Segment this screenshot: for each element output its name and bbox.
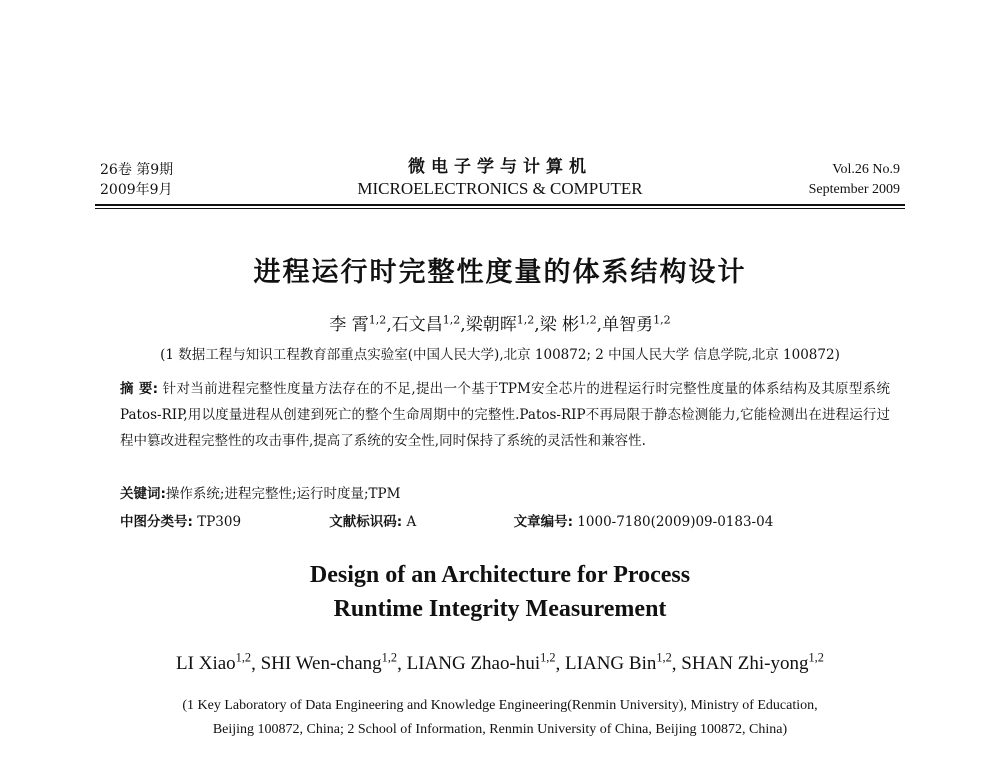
volume-en: Vol.26 No.9 <box>832 162 900 177</box>
affiliation-cn: (1 数据工程与知识工程教育部重点实验室(中国人民大学),北京 100872; 2 中国人民大学 信息学院,北京 100872) <box>160 347 840 363</box>
clc-number: 中图分类号: TP309 <box>120 514 242 530</box>
author-en: LIANG Zhao-hui$^{1,2}$ <box>406 651 556 675</box>
abstract-text: 针对当前进程完整性度量方法存在的不足,提出一个基于TPM安全芯片的进程运行时完整性度量的体系结构及其原型系统Patos-RIP,用以度量进程从创建到死亡的整个生命周期中的完整性.Patos-RIP不再局限于静态检测能力,它能检测出在进程运行过程中篡改进程完整性的攻击事件,提高了系统的安全性,同时保持了系统的灵活性和兼容性. <box>120 381 890 449</box>
authors-cn: 李 霄$^{1,2}$,石文昌$^{1,2}$,梁朝晖$^{1,2}$,梁 彬$^{1,2}$,单智勇$^{1,2}$ <box>329 313 671 335</box>
paper-title-en <box>100 558 900 626</box>
author-en: SHI Wen-chang$^{1,2}$ <box>260 651 398 675</box>
header-issue-en <box>809 160 900 200</box>
volume-cn: 26卷 第9期 <box>100 162 174 178</box>
author-cn: 梁朝晖$^{1,2}$ <box>465 313 535 335</box>
affiliation-en <box>100 694 900 742</box>
date-cn: 2009年9月 <box>100 182 173 198</box>
journal-header <box>300 156 700 200</box>
keywords-text: 操作系统;进程完整性;运行时度量;TPM <box>165 486 401 502</box>
abstract-cn <box>120 376 890 454</box>
article-number: 文章编号: 1000-7180(2009)09-0183-04 <box>513 514 774 530</box>
journal-name-cn: 微电子学与计算机 <box>408 157 592 177</box>
classification-line <box>120 510 900 530</box>
authors-en: LI Xiao$^{1,2}$, SHI Wen-chang$^{1,2}$, LIANG Zhao-hui$^{1,2}$, LIANG Bin$^{1,2}$, SHAN Zhi-yong$^{1,2}$ <box>176 651 824 675</box>
title-en-line2: Runtime Integrity Measurement <box>333 596 667 622</box>
paper-title-cn: 进程运行时完整性度量的体系结构设计 <box>253 257 747 288</box>
header-rule-thin <box>95 208 905 209</box>
author-cn: 单智勇$^{1,2}$ <box>602 313 671 335</box>
author-cn: 梁 彬$^{1,2}$ <box>539 313 597 335</box>
abstract-label: 摘 要: <box>120 381 159 397</box>
author-cn: 李 霄$^{1,2}$ <box>329 313 387 335</box>
keywords-label: 关键词: <box>120 486 166 502</box>
author-en: LI Xiao$^{1,2}$ <box>176 651 252 675</box>
document-code: 文献标识码: A <box>329 514 417 530</box>
header-rule <box>95 204 905 206</box>
keywords-cn <box>120 482 400 502</box>
journal-name-en: MICROELECTRONICS & COMPUTER <box>357 179 643 198</box>
affiliation-en-line1: (1 Key Laboratory of Data Engineering and Knowledge Engineering(Renmin University), Ministry of Education, <box>182 698 818 713</box>
header-issue-cn <box>100 160 173 200</box>
author-cn: 石文昌$^{1,2}$ <box>391 313 461 335</box>
title-en-line1: Design of an Architecture for Process <box>309 562 691 588</box>
author-en: LIANG Bin$^{1,2}$ <box>565 651 672 675</box>
affiliation-en-line2: Beijing 100872, China; 2 School of Information, Renmin University of China, Beijing 100872, China) <box>212 722 788 737</box>
author-en: SHAN Zhi-yong$^{1,2}$ <box>681 651 824 675</box>
date-en: September 2009 <box>808 182 900 197</box>
